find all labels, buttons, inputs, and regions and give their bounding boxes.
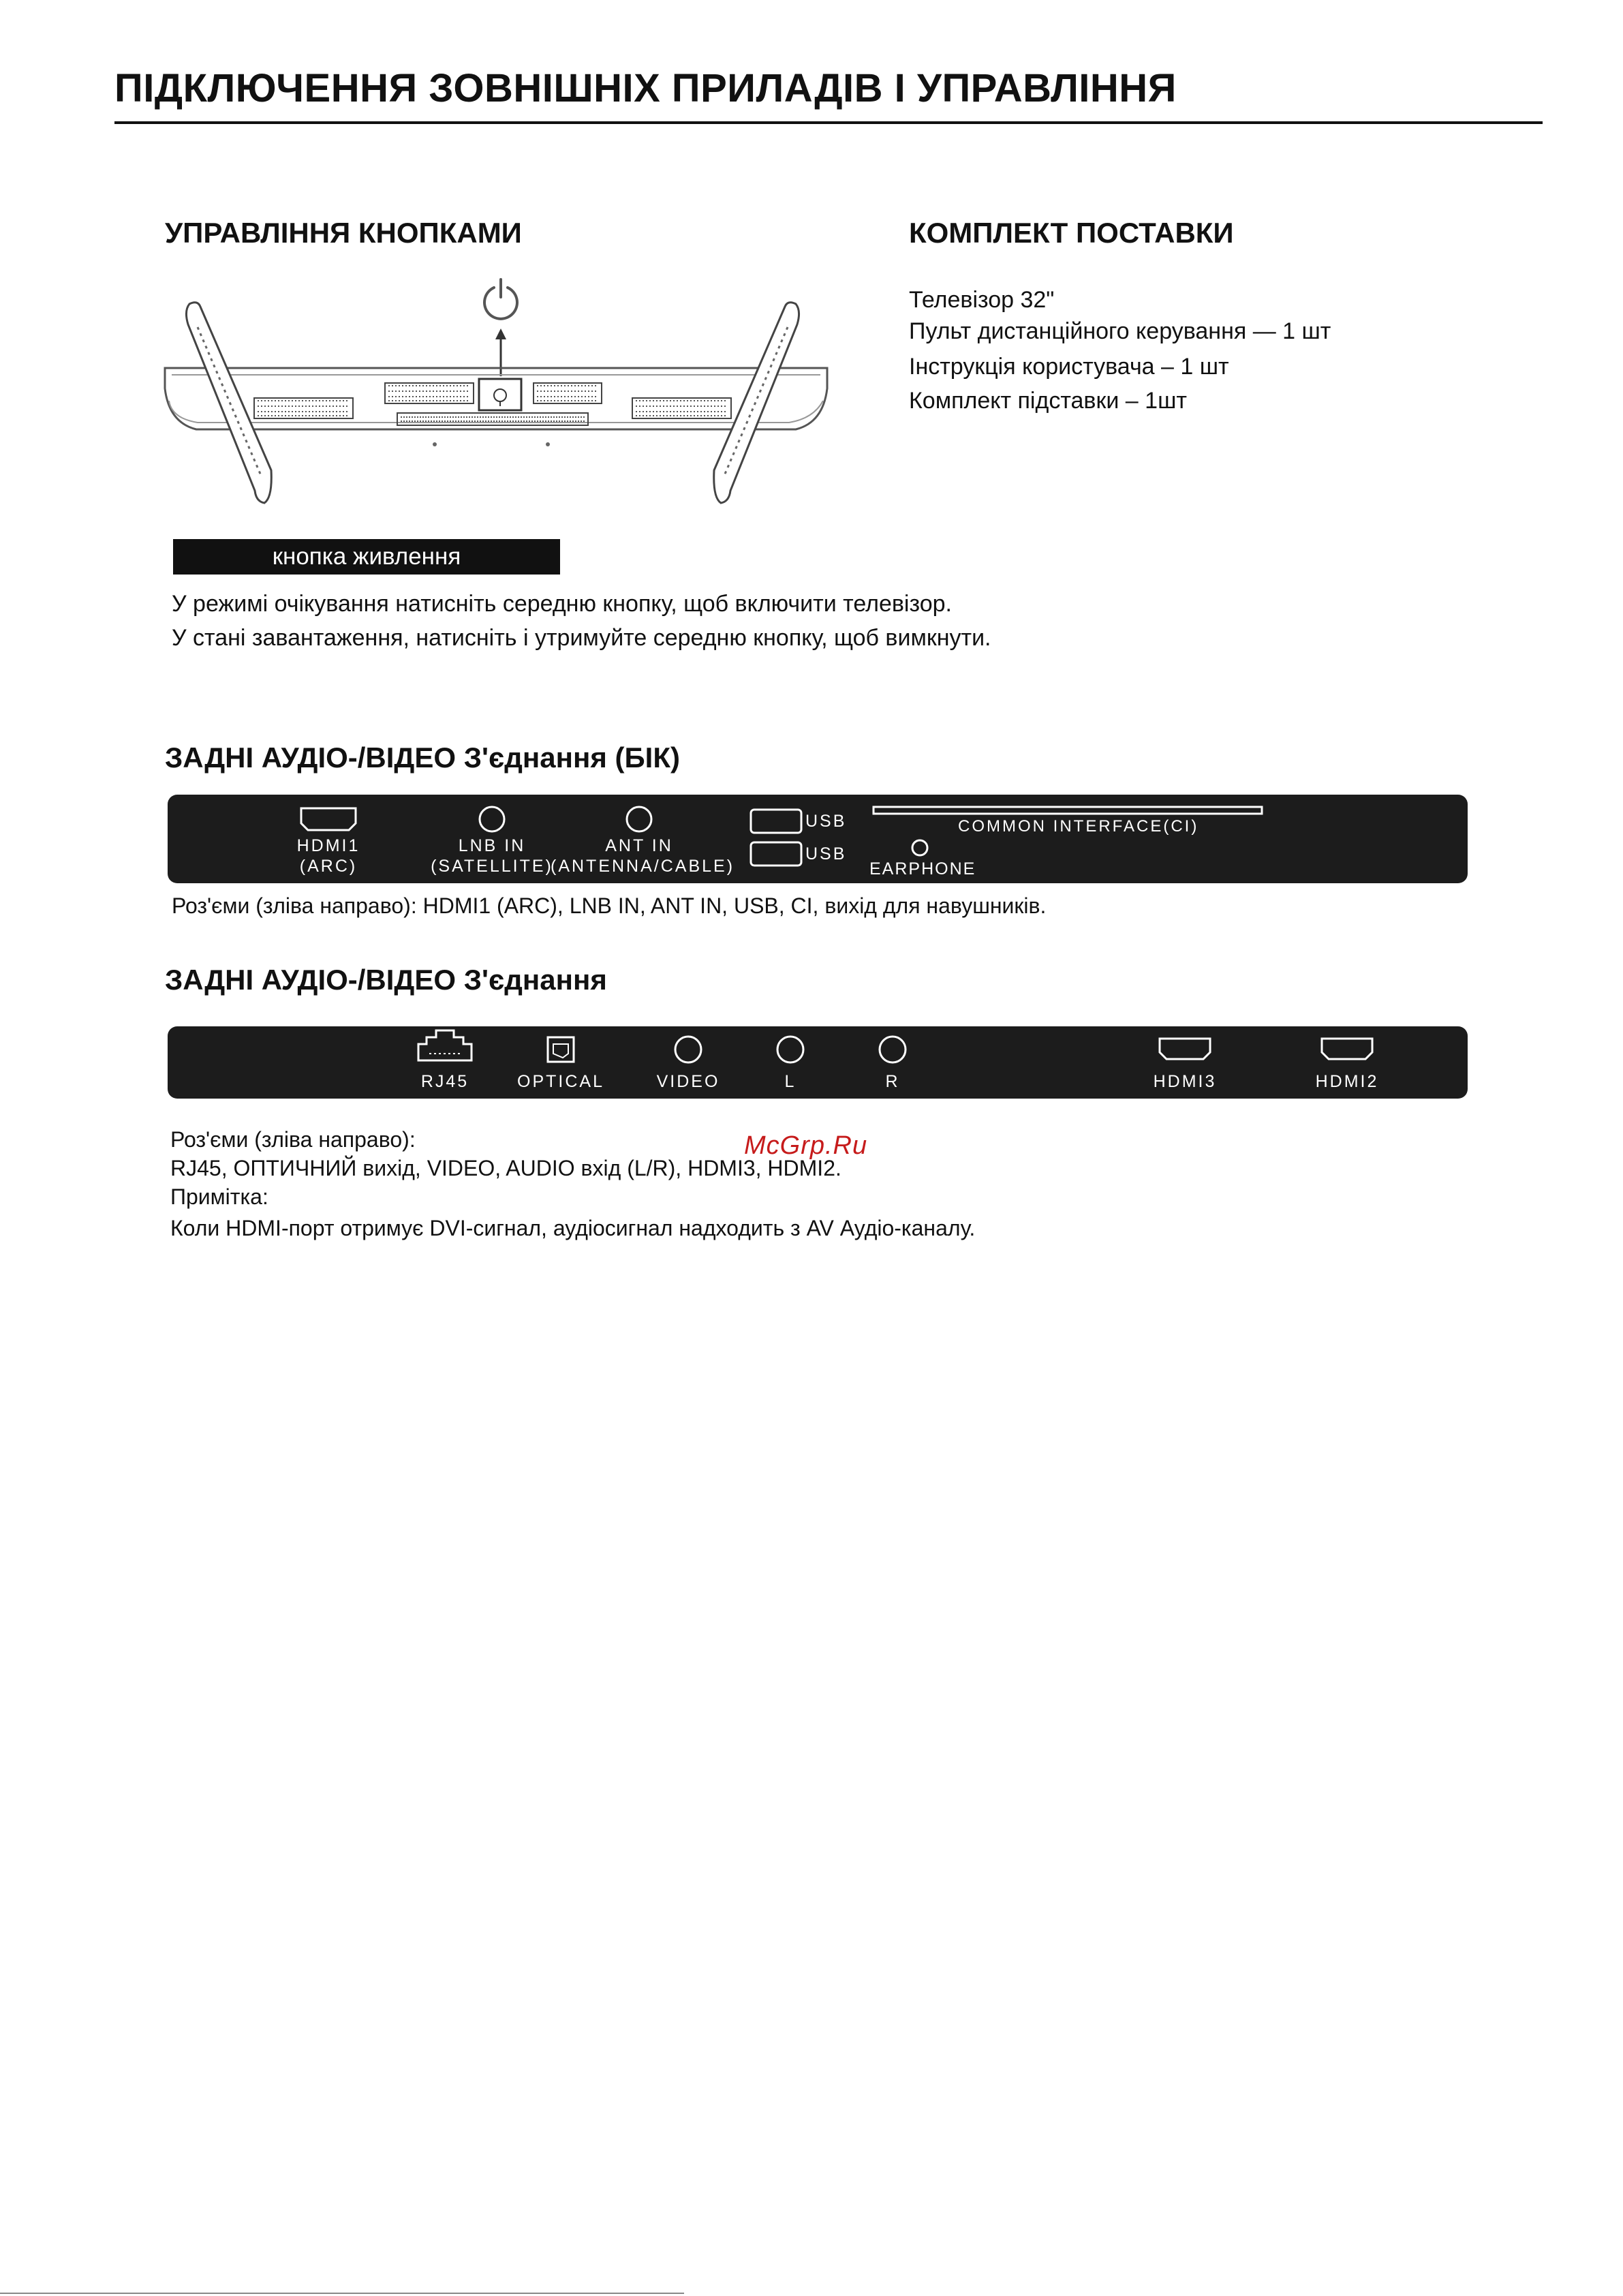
ant-sublabel: (ANTENNA/CABLE) [551, 857, 735, 876]
power-icon [484, 279, 517, 319]
instruction-line: У стані завантаження, натисніть і утримуйте середню кнопку, щоб вимкнути. [172, 625, 991, 651]
hdmi2-port-icon [1322, 1039, 1372, 1059]
usb2-label: USB [805, 844, 847, 863]
page-title: ПІДКЛЮЧЕННЯ ЗОВНІШНІХ ПРИЛАДІВ І УПРАВЛІННЯ [114, 66, 1177, 110]
video-port-icon [675, 1037, 701, 1062]
hdmi1-port-icon [301, 808, 356, 830]
hdmi3-port-icon [1160, 1039, 1210, 1059]
rj45-port-icon [418, 1030, 472, 1060]
video-label: VIDEO [656, 1072, 720, 1091]
watermark: McGrp.Ru [744, 1131, 868, 1160]
side-connections-heading: ЗАДНІ АУДІО-/ВІДЕО З'єднання (БІК) [165, 741, 680, 774]
hdmi3-label: HDMI3 [1153, 1072, 1217, 1091]
usb-port-icon [751, 810, 801, 833]
instruction-line: У режимі очікування натисніть середню кнопку, щоб включити телевізор. [172, 591, 952, 617]
ant-port-icon [627, 807, 651, 831]
lnb-port-icon [480, 807, 504, 831]
usb-port-icon [751, 842, 801, 866]
earphone-port-icon [912, 840, 927, 855]
buttons-heading: УПРАВЛІННЯ КНОПКАМИ [165, 217, 522, 249]
package-item: Телевізор 32" [909, 287, 1055, 313]
package-item: Інструкція користувача – 1 шт [909, 354, 1229, 380]
ci-label: COMMON INTERFACE(CI) [958, 817, 1199, 836]
usb1-label: USB [805, 812, 847, 831]
ci-slot-icon [874, 807, 1262, 814]
rear-caption-line: Коли HDMI-порт отримує DVI-сигнал, аудіосигнал надходить з AV Аудіо-каналу. [170, 1216, 976, 1240]
package-heading: КОМПЛЕКТ ПОСТАВКИ [909, 217, 1234, 249]
rear-caption-line: RJ45, ОПТИЧНИЙ вихід, VIDEO, AUDIO вхід (L/R), HDMI3, HDMI2. [170, 1156, 841, 1180]
side-caption: Роз'єми (зліва направо): HDMI1 (ARC), LNB IN, ANT IN, USB, CI, вихід для навушників. [172, 893, 1047, 918]
rj45-label: RJ45 [420, 1072, 469, 1091]
rear-caption-line: Примітка: [170, 1184, 268, 1209]
audio-r-label: R [885, 1072, 900, 1091]
package-item: Пульт дистанційного керування — 1 шт [909, 318, 1331, 344]
title-rule [114, 121, 1543, 124]
optical-label: OPTICAL [517, 1072, 604, 1091]
package-item: Комплект підставки – 1шт [909, 388, 1187, 414]
rear-connector-panel [168, 1026, 1468, 1099]
earphone-label: EARPHONE [869, 859, 976, 878]
side-connector-panel [168, 795, 1468, 883]
rear-connections-heading: ЗАДНІ АУДІО-/ВІДЕО З'єднання [165, 964, 607, 996]
rear-caption-line: Роз'єми (зліва направо): [170, 1127, 416, 1152]
ant-label: ANT IN [605, 836, 673, 855]
bottom-rule [0, 2293, 684, 2294]
optical-port-icon [548, 1037, 574, 1062]
power-button-label: кнопка живлення [173, 539, 560, 575]
hdmi1-sublabel: (ARC) [299, 857, 358, 876]
hdmi1-label: HDMI1 [296, 836, 360, 855]
audio-r-port-icon [880, 1037, 906, 1062]
hdmi2-label: HDMI2 [1315, 1072, 1379, 1091]
lnb-sublabel: (SATELLITE) [431, 857, 553, 876]
tv-bottom-illustration [155, 273, 830, 504]
lnb-label: LNB IN [458, 836, 526, 855]
audio-l-label: L [784, 1072, 797, 1091]
audio-l-port-icon [777, 1037, 803, 1062]
